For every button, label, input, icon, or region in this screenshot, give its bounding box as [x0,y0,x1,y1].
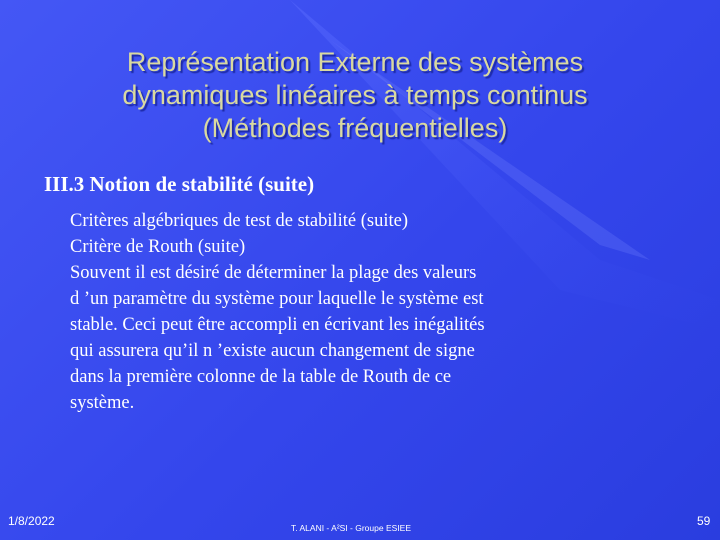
paragraph-line-6: système. [70,393,135,413]
page-number: 59 [697,514,711,528]
title-line-2: dynamiques linéaires à temps continus [122,80,588,110]
slide-body [70,208,630,416]
body-line-routh: Critère de Routh (suite) [70,237,246,257]
title-line-1: Représentation Externe des systèmes [126,47,584,77]
paragraph [70,260,630,416]
body-line-criteria: Critères algébriques de test de stabilité (suite) [70,211,409,231]
paragraph-line-2: d ’un paramètre du système pour laquelle le système est [70,289,484,309]
footer-date: 1/8/2022 [8,514,55,528]
title-line-3: (Méthodes fréquentielles) [202,113,508,143]
slide-title [40,46,670,145]
paragraph-line-3: stable. Ceci peut être accompli en écrivant les inégalités [70,315,485,335]
paragraph-line-4: qui assurera qu’il n ’existe aucun changement de signe [70,341,475,361]
paragraph-line-5: dans la première colonne de la table de Routh de ce [70,367,452,387]
paragraph-line-1: Souvent il est désiré de déterminer la plage des valeurs [70,263,477,283]
section-heading: III.3 Notion de stabilité (suite) [44,172,315,196]
footer-author: T. ALANI - A²SI - Groupe ESIEE [291,523,411,533]
